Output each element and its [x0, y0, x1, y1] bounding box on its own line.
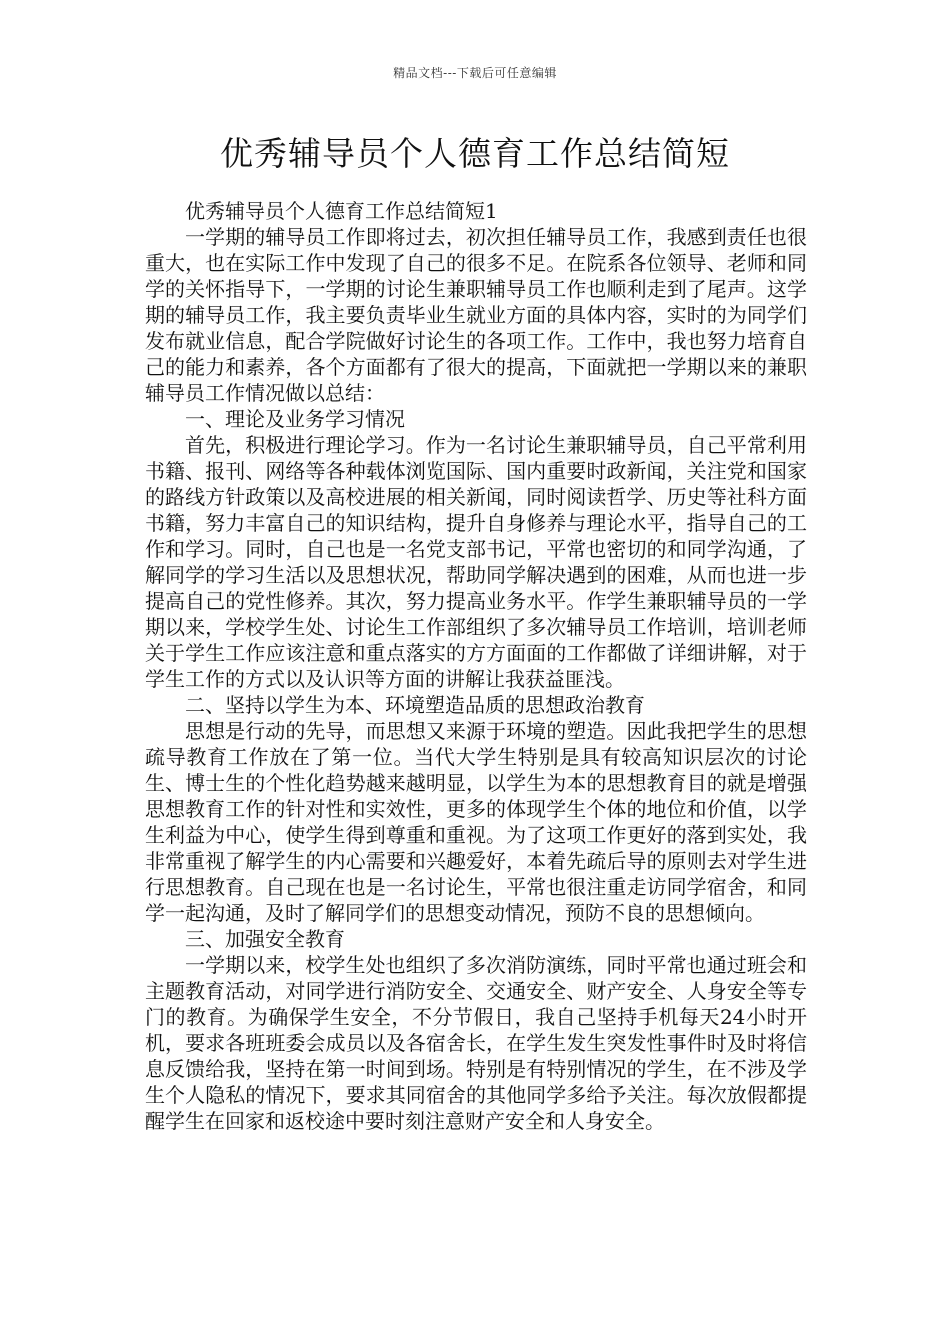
section-heading-1: 一、理论及业务学习情况 — [185, 407, 405, 431]
intro-paragraph: 一学期的辅导员工作即将过去，初次担任辅导员工作，我感到责任也很重大，也在实际工作中发现了自己的很多不足。在院系各位领导、老师和同学的关怀指导下，一学期的讨论生兼职辅导员工作也顺利走到了尾声。这学期的辅导员工作，我主要负责毕业生就业方面的具体内容，实时的为同学们发布就业信息，配合学院做好讨论生的各项工作。工作中，我也努力培育自己的能力和素养，各个方面都有了很大的提高，下面就把一学期以来的兼职辅导员工作情况做以总结： — [145, 225, 807, 405]
section-2-paragraph: 思想是行动的先导，而思想又来源于环境的塑造。因此我把学生的思想疏导教育工作放在了第一位。当代大学生特别是具有较高知识层次的讨论生、博士生的个性化趋势越来越明显，以学生为本的思想教育目的就是增强思想教育工作的针对性和实效性，更多的体现学生个体的地位和价值，以学生利益为中心，使学生得到尊重和重视。为了这项工作更好的落到实处，我非常重视了解学生的内心需要和兴趣爱好，本着先疏后导的原则去对学生进行思想教育。自己现在也是一名讨论生，平常也很注重走访同学宿舍，和同学一起沟通，及时了解同学们的思想变动情况，预防不良的思想倾向。 — [145, 719, 807, 925]
section-3-paragraph: 一学期以来，校学生处也组织了多次消防演练，同时平常也通过班会和主题教育活动，对同学进行消防安全、交通安全、财产安全、人身安全等专门的教育。为确保学生安全，不分节假日，我自己坚持手机每天24小时开机，要求各班班委会成员以及各宿舍长，在学生发生突发性事件时及时将信息反馈给我，坚持在第一时间到场。特别是有特别情况的学生，在不涉及学生个人隐私的情况下，要求其同宿舍的其他同学多给予关注。每次放假都提醒学生在回家和返校途中要时刻注意财产安全和人身安全。 — [145, 953, 807, 1133]
document-body — [145, 198, 807, 1134]
section-1-paragraph: 首先，积极进行理论学习。作为一名讨论生兼职辅导员，自己平常利用书籍、报刊、网络等各种载体浏览国际、国内重要时政新闻，关注党和国家的路线方针政策以及高校进展的相关新闻，同时阅读哲学、历史等社科方面书籍，努力丰富自己的知识结构，提升自身修养与理论水平，指导自己的工作和学习。同时，自己也是一名党支部书记，平常也密切的和同学沟通，了解同学的学习生活以及思想状况，帮助同学解决遇到的困难，从而也进一步提高自己的党性修养。其次，努力提高业务水平。作学生兼职辅导员的一学期以来，学校学生处、讨论生工作部组织了多次辅导员工作培训，培训老师关于学生工作应该注意和重点落实的方方面面的工作都做了详细讲解，对于学生工作的方式以及认识等方面的讲解让我获益匪浅。 — [145, 433, 807, 691]
section-heading-3: 三、加强安全教育 — [185, 927, 345, 951]
section-heading-2: 二、坚持以学生为本、环境塑造品质的思想政治教育 — [185, 693, 645, 717]
subtitle-paragraph: 优秀辅导员个人德育工作总结简短1 — [185, 199, 498, 223]
document-title: 优秀辅导员个人德育工作总结简短 — [220, 134, 730, 173]
header-note: 精品文档---下载后可任意编辑 — [393, 66, 557, 80]
